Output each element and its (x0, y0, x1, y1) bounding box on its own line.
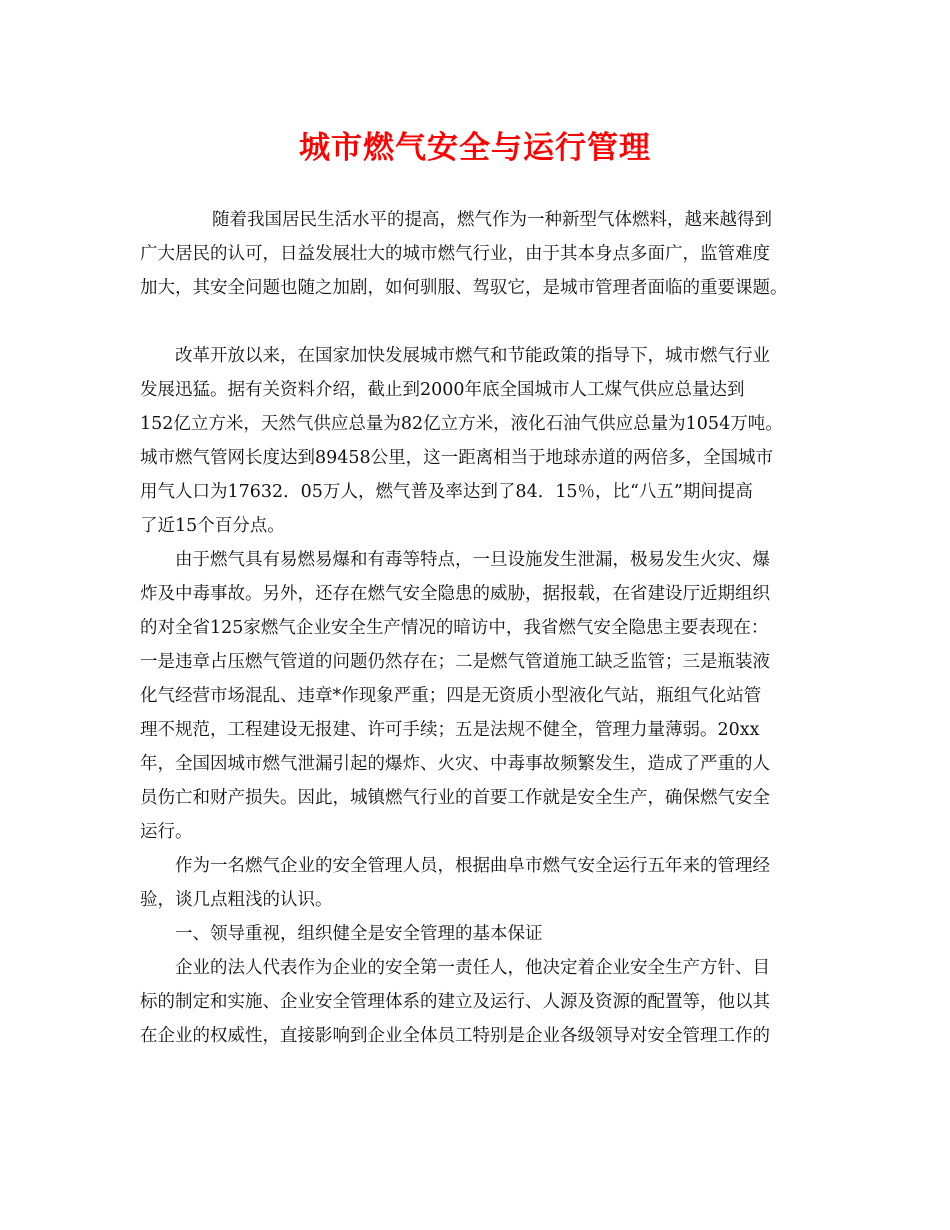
paragraph-line: 加大，其安全问题也随之加剧，如何驯服、驾驭它，是城市管理者面临的重要课题。 (140, 278, 788, 298)
section-heading: 一、领导重视，组织健全是安全管理的基本保证 (175, 924, 543, 944)
paragraph-line: 用气人口为17632．05万人，燃气普及率达到了84．15％，比“八五”期间提高 (140, 482, 753, 502)
paragraph-line: 的对全省125家燃气企业安全生产情况的暗访中，我省燃气安全隐患主要表现在： (140, 618, 769, 638)
paragraph-line: 作为一名燃气企业的安全管理人员，根据曲阜市燃气安全运行五年来的管理经 (175, 856, 770, 876)
document-title: 城市燃气安全与运行管理 (299, 130, 651, 166)
paragraph-line: 理不规范，工程建设无报建、许可手续；五是法规不健全，管理力量薄弱。20xx (140, 720, 760, 740)
paragraph-line: 广大居民的认可，日益发展壮大的城市燃气行业，由于其本身点多面广，监管难度 (140, 244, 770, 264)
document-body (140, 203, 815, 1053)
paragraph-line: 152亿立方米，天然气供应总量为82亿立方米，液化石油气供应总量为1054万吨。 (140, 414, 783, 434)
paragraph-line: 年，全国因城市燃气泄漏引起的爆炸、火灾、中毒事故频繁发生，造成了严重的人 (140, 754, 770, 774)
paragraph-line: 化气经营市场混乱、违章*作现象严重；四是无资质小型液化气站，瓶组气化站管 (140, 686, 762, 706)
paragraph-line: 在企业的权威性，直接影响到企业全体员工特别是企业各级领导对安全管理工作的 (140, 1026, 770, 1046)
paragraph-line: 企业的法人代表作为企业的安全第一责任人，他决定着企业安全生产方针、目 (175, 958, 770, 978)
paragraph-line: 城市燃气管网长度达到89458公里，这一距离相当于地球赤道的两倍多，全国城市 (140, 448, 774, 468)
paragraph-line: 运行。 (140, 822, 193, 842)
paragraph-line: 一是违章占压燃气管道的问题仍然存在；二是燃气管道施工缺乏监管；三是瓶装液 (140, 652, 770, 672)
paragraph-line: 发展迅猛。据有关资料介绍，截止到2000年底全国城市人工煤气供应总量达到 (140, 380, 745, 400)
paragraph-gap (140, 305, 815, 339)
paragraph-line: 员伤亡和财产损失。因此，城镇燃气行业的首要工作就是安全生产，确保燃气安全 (140, 788, 770, 808)
paragraph-line: 炸及中毒事故。另外，还存在燃气安全隐患的威胁，据报载，在省建设厅近期组织 (140, 584, 770, 604)
paragraph-line: 改革开放以来，在国家加快发展城市燃气和节能政策的指导下，城市燃气行业 (175, 346, 770, 366)
paragraph-line: 标的制定和实施、企业安全管理体系的建立及运行、人源及资源的配置等，他以其 (140, 992, 770, 1012)
paragraph-line: 了近15个百分点。 (140, 516, 285, 536)
paragraph-line: 验，谈几点粗浅的认识。 (140, 890, 333, 910)
paragraph-line: 由于燃气具有易燃易爆和有毒等特点，一旦设施发生泄漏，极易发生火灾、爆 (175, 550, 770, 570)
paragraph-line: 随着我国居民生活水平的提高，燃气作为一种新型气体燃料，越来越得到 (212, 210, 772, 230)
